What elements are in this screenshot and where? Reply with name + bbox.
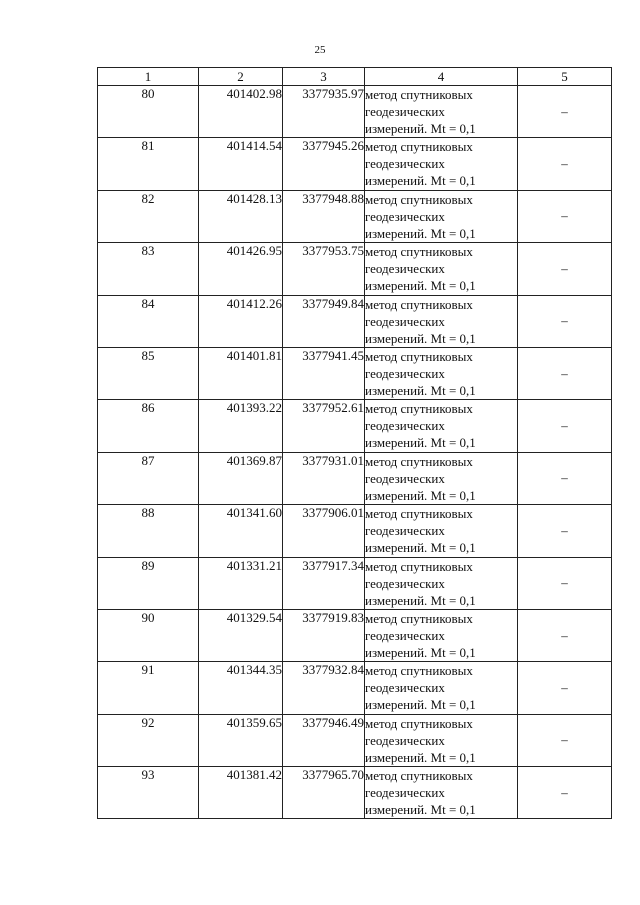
x-coordinate-cell: 401381.42 — [199, 767, 283, 819]
method-text-line: геодезических — [365, 208, 445, 224]
method-text-line: метод спутниковых — [365, 715, 473, 731]
point-number-cell: 88 — [98, 505, 199, 557]
method-text-line: геодезических — [365, 523, 445, 539]
column-header: 5 — [518, 68, 612, 86]
column-header: 2 — [199, 68, 283, 86]
note-cell: – — [518, 557, 612, 609]
column-header: 4 — [365, 68, 518, 86]
method-text-line: измерений. Mt = 0,1 — [365, 592, 476, 608]
point-number-cell: 80 — [98, 86, 199, 138]
method-text-line: измерений. Mt = 0,1 — [365, 278, 476, 294]
note-cell: – — [518, 243, 612, 295]
point-number-cell: 85 — [98, 347, 199, 399]
table-row — [98, 400, 612, 452]
note-cell: – — [518, 609, 612, 661]
x-coordinate-cell: 401359.65 — [199, 714, 283, 766]
table-row — [98, 714, 612, 766]
method-text-line: метод спутниковых — [365, 768, 473, 784]
table-row — [98, 505, 612, 557]
point-number-cell: 91 — [98, 662, 199, 714]
method-cell — [365, 452, 518, 504]
y-coordinate-cell: 3377941.45 — [283, 347, 365, 399]
note-cell: – — [518, 86, 612, 138]
y-coordinate-cell: 3377931.01 — [283, 452, 365, 504]
note-cell: – — [518, 295, 612, 347]
table-header-row — [98, 68, 612, 86]
y-coordinate-cell: 3377932.84 — [283, 662, 365, 714]
table-row — [98, 662, 612, 714]
note-cell: – — [518, 767, 612, 819]
method-cell — [365, 714, 518, 766]
method-text-line: геодезических — [365, 156, 445, 172]
table-row — [98, 190, 612, 242]
y-coordinate-cell: 3377952.61 — [283, 400, 365, 452]
method-text-line: метод спутниковых — [365, 191, 473, 207]
method-text-line: измерений. Mt = 0,1 — [365, 225, 476, 241]
x-coordinate-cell: 401369.87 — [199, 452, 283, 504]
x-coordinate-cell: 401402.98 — [199, 86, 283, 138]
method-text-line: метод спутниковых — [365, 558, 473, 574]
method-cell — [365, 609, 518, 661]
page-number: 25 — [314, 44, 326, 56]
y-coordinate-cell: 3377935.97 — [283, 86, 365, 138]
note-cell: – — [518, 190, 612, 242]
point-number-cell: 82 — [98, 190, 199, 242]
table-row — [98, 138, 612, 190]
point-number-cell: 89 — [98, 557, 199, 609]
x-coordinate-cell: 401341.60 — [199, 505, 283, 557]
method-text-line: геодезических — [365, 785, 445, 801]
y-coordinate-cell: 3377945.26 — [283, 138, 365, 190]
table-row — [98, 609, 612, 661]
method-cell — [365, 295, 518, 347]
x-coordinate-cell: 401428.13 — [199, 190, 283, 242]
method-text-line: геодезических — [365, 680, 445, 696]
method-text-line: геодезических — [365, 470, 445, 486]
method-cell — [365, 243, 518, 295]
table-row — [98, 347, 612, 399]
method-text-line: измерений. Mt = 0,1 — [365, 540, 476, 556]
x-coordinate-cell: 401331.21 — [199, 557, 283, 609]
coordinates-table — [97, 67, 612, 819]
point-number-cell: 83 — [98, 243, 199, 295]
method-text-line: измерений. Mt = 0,1 — [365, 121, 476, 136]
method-text-line: геодезических — [365, 365, 445, 381]
method-text-line: измерений. Mt = 0,1 — [365, 487, 476, 503]
method-text-line: измерений. Mt = 0,1 — [365, 802, 476, 818]
y-coordinate-cell: 3377906.01 — [283, 505, 365, 557]
method-text-line: геодезических — [365, 418, 445, 434]
method-text-line: метод спутниковых — [365, 453, 473, 469]
method-cell — [365, 767, 518, 819]
method-text-line: метод спутниковых — [365, 663, 473, 679]
table-row — [98, 86, 612, 138]
method-text-line: метод спутниковых — [365, 244, 473, 260]
method-cell — [365, 347, 518, 399]
method-text-line: метод спутниковых — [365, 139, 473, 155]
method-cell — [365, 557, 518, 609]
method-text-line: геодезических — [365, 104, 445, 119]
method-cell — [365, 190, 518, 242]
method-text-line: измерений. Mt = 0,1 — [365, 697, 476, 713]
method-text-line: метод спутниковых — [365, 296, 473, 312]
column-header: 3 — [283, 68, 365, 86]
method-text-line: метод спутниковых — [365, 506, 473, 522]
method-text-line: геодезических — [365, 261, 445, 277]
method-cell — [365, 505, 518, 557]
x-coordinate-cell: 401329.54 — [199, 609, 283, 661]
y-coordinate-cell: 3377953.75 — [283, 243, 365, 295]
point-number-cell: 92 — [98, 714, 199, 766]
method-cell — [365, 138, 518, 190]
note-cell: – — [518, 714, 612, 766]
y-coordinate-cell: 3377946.49 — [283, 714, 365, 766]
point-number-cell: 81 — [98, 138, 199, 190]
method-text-line: метод спутниковых — [365, 348, 473, 364]
y-coordinate-cell: 3377917.34 — [283, 557, 365, 609]
point-number-cell: 90 — [98, 609, 199, 661]
x-coordinate-cell: 401344.35 — [199, 662, 283, 714]
method-cell — [365, 662, 518, 714]
method-text-line: геодезических — [365, 732, 445, 748]
y-coordinate-cell: 3377949.84 — [283, 295, 365, 347]
column-header: 1 — [98, 68, 199, 86]
point-number-cell: 93 — [98, 767, 199, 819]
table-row — [98, 243, 612, 295]
method-cell — [365, 86, 518, 138]
point-number-cell: 87 — [98, 452, 199, 504]
method-text-line: измерений. Mt = 0,1 — [365, 330, 476, 346]
method-text-line: метод спутниковых — [365, 610, 473, 626]
method-text-line: измерений. Mt = 0,1 — [365, 382, 476, 398]
y-coordinate-cell: 3377965.70 — [283, 767, 365, 819]
method-cell — [365, 400, 518, 452]
method-text-line: измерений. Mt = 0,1 — [365, 435, 476, 451]
note-cell: – — [518, 347, 612, 399]
note-cell: – — [518, 452, 612, 504]
table-row — [98, 767, 612, 819]
method-text-line: метод спутниковых — [365, 87, 473, 102]
note-cell: – — [518, 662, 612, 714]
note-cell: – — [518, 505, 612, 557]
table-row — [98, 557, 612, 609]
x-coordinate-cell: 401401.81 — [199, 347, 283, 399]
y-coordinate-cell: 3377919.83 — [283, 609, 365, 661]
x-coordinate-cell: 401412.26 — [199, 295, 283, 347]
table-row — [98, 295, 612, 347]
table-row — [98, 452, 612, 504]
note-cell: – — [518, 400, 612, 452]
x-coordinate-cell: 401393.22 — [199, 400, 283, 452]
method-text-line: геодезических — [365, 575, 445, 591]
table-body — [98, 86, 612, 819]
method-text-line: измерений. Mt = 0,1 — [365, 173, 476, 189]
method-text-line: геодезических — [365, 627, 445, 643]
method-text-line: измерений. Mt = 0,1 — [365, 749, 476, 765]
method-text-line: геодезических — [365, 313, 445, 329]
x-coordinate-cell: 401414.54 — [199, 138, 283, 190]
method-text-line: измерений. Mt = 0,1 — [365, 644, 476, 660]
note-cell: – — [518, 138, 612, 190]
method-text-line: метод спутниковых — [365, 401, 473, 417]
x-coordinate-cell: 401426.95 — [199, 243, 283, 295]
y-coordinate-cell: 3377948.88 — [283, 190, 365, 242]
point-number-cell: 86 — [98, 400, 199, 452]
point-number-cell: 84 — [98, 295, 199, 347]
